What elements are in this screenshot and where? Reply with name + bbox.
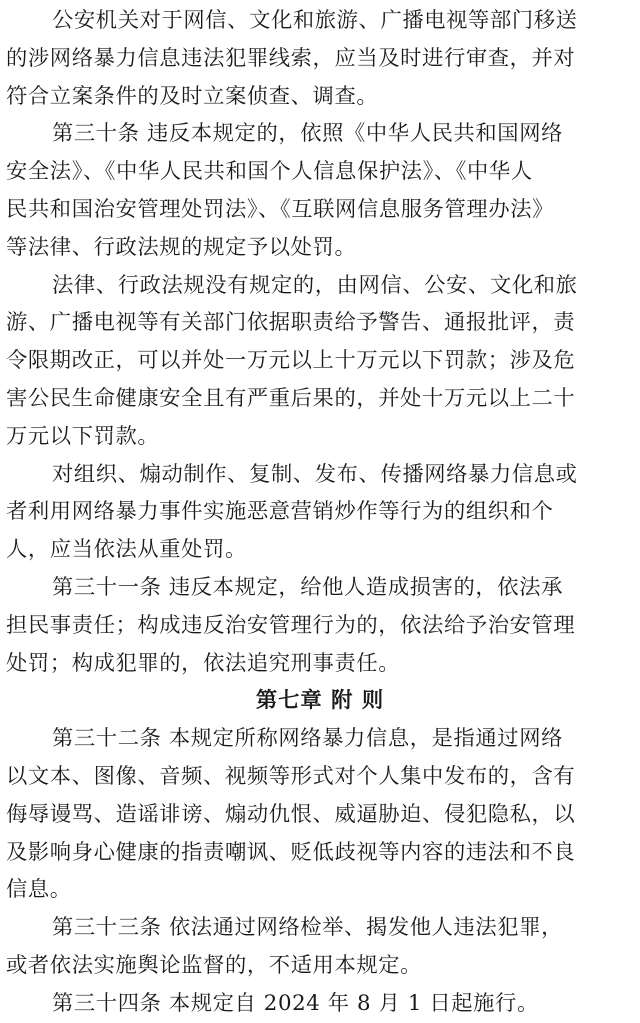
text-line: 符合立案条件的及时立案侦查、调查。 (6, 83, 379, 109)
article-31-line: 第三十一条 违反本规定，给他人造成损害的，依法承 (52, 574, 564, 600)
article-33-line: 第三十三条 依法通过网络检举、揭发他人违法犯罪， (52, 915, 564, 941)
text-line: 侮辱谩骂、造谣诽谤、煽动仇恨、威逼胁迫、侵犯隐私，以 (6, 801, 576, 827)
chapter-heading: 第七章 附 则 (255, 688, 385, 714)
text-line: 以文本、图像、音频、视频等形式对个人集中发布的，含有 (6, 763, 576, 789)
text-line: 的涉网络暴力信息违法犯罪线索，应当及时进行审查，并对 (6, 45, 576, 71)
text-line: 信息。 (6, 877, 72, 903)
text-line: 害公民生命健康安全且有严重后果的，并处十万元以上二十 (6, 385, 576, 411)
text-line: 及影响身心健康的指责嘲讽、贬低歧视等内容的违法和不良 (6, 839, 576, 865)
article-30-line: 第三十条 违反本规定的，依照《中华人民共和国网络 (52, 121, 564, 147)
text-line: 担民事责任；构成违反治安管理行为的，依法给予治安管理 (6, 612, 576, 638)
text-line: 处罚；构成犯罪的，依法追究刑事责任。 (6, 650, 401, 676)
text-line: 人，应当依法从重处罚。 (6, 537, 247, 563)
document-page (6, 2, 634, 1023)
text-line: 等法律、行政法规的规定予以处罚。 (6, 234, 357, 260)
article-34-line: 第三十四条 本规定自 2024 年 8 月 1 日起施行。 (52, 990, 539, 1016)
text-line: 万元以下罚款。 (6, 423, 160, 449)
text-line: 法律、行政法规没有规定的，由网信、公安、文化和旅 (52, 272, 578, 298)
text-line: 民共和国治安管理处罚法》、《互联网信息服务管理办法》 (6, 196, 555, 222)
text-line: 公安机关对于网信、文化和旅游、广播电视等部门移送 (52, 8, 578, 33)
text-line: 者利用网络暴力事件实施恶意营销炒作等行为的组织和个 (6, 499, 554, 525)
text-line: 安全法》、《中华人民共和国个人信息保护法》、《中华人 (6, 159, 533, 185)
text-line: 游、广播电视等有关部门依据职责给予警告、通报批评，责 (6, 310, 576, 336)
text-line: 令限期改正，可以并处一万元以上十万元以下罚款；涉及危 (6, 348, 576, 374)
text-line: 对组织、煽动制作、复制、发布、传播网络暴力信息或 (52, 461, 578, 487)
article-32-line: 第三十二条 本规定所称网络暴力信息，是指通过网络 (52, 726, 564, 752)
text-line: 或者依法实施舆论监督的，不适用本规定。 (6, 952, 423, 978)
